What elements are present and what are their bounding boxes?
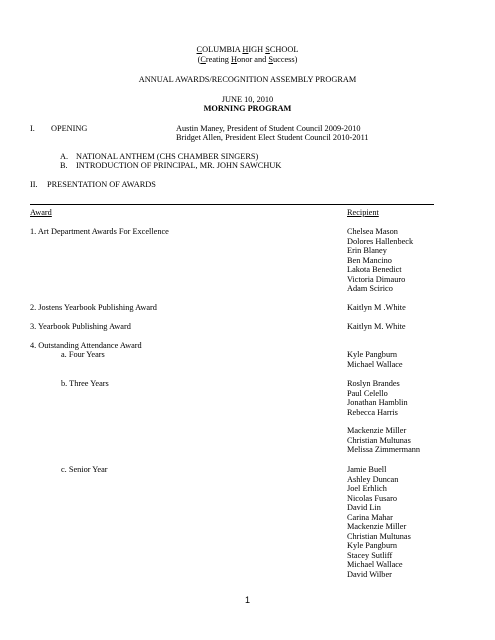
recipient-name: Christian Multunas [347, 531, 411, 541]
award-title: 3. Yearbook Publishing Award [30, 322, 131, 331]
opening-label: OPENING [51, 124, 88, 133]
recipient-name: Dolores Hallenbeck [347, 236, 414, 246]
opening-item-text: NATIONAL ANTHEM (CHS CHAMBER SINGERS) [76, 152, 259, 161]
recipient-name: Melissa Zimmermann [347, 445, 421, 454]
opening-numeral: I. [30, 124, 35, 133]
recipient-name: Kyle Pangburn [347, 541, 398, 550]
recipient-list [347, 426, 420, 455]
recipient-list [347, 465, 411, 579]
recipient-name: Paul Celello [347, 388, 388, 398]
program-title: ANNUAL AWARDS/RECOGNITION ASSEMBLY PROGRAM [138, 75, 357, 84]
award-subcategory: c. Senior Year [61, 465, 108, 474]
session-title: MORNING PROGRAM [203, 104, 292, 113]
recipient-name: Kaitlyn M. White [347, 322, 406, 331]
recipient-column-header: Recipient [347, 208, 379, 217]
opening-item-letter: A. [60, 152, 69, 161]
opening-item-letter: B. [60, 161, 68, 170]
recipient-name: David Wilber [347, 569, 392, 579]
school-name: COLUMBIA HIGH SCHOOL [196, 45, 299, 54]
recipient-list [347, 350, 403, 369]
recipient-name: Kaitlyn M .White [347, 303, 406, 312]
opening-speaker: Austin Maney, President of Student Council 2009-2010 [176, 124, 361, 133]
school-motto: (Creating Honor and Success) [197, 55, 298, 64]
recipient-name: Victoria Dimauro [347, 274, 406, 284]
recipient-name: Adam Scirico [347, 284, 393, 293]
recipient-name: Chelsea Mason [347, 227, 398, 236]
recipient-name: Kyle Pangburn [347, 350, 398, 359]
recipient-name: Roslyn Brandes [347, 379, 400, 388]
recipient-list [347, 379, 408, 417]
recipient-name: Jonathan Hamblin [347, 398, 408, 407]
opening-item-text: INTRODUCTION OF PRINCIPAL, MR. JOHN SAWCHUK [76, 161, 282, 170]
recipient-name: Stacey Sutliff [347, 550, 393, 560]
recipient-name: Lakota Benedict [347, 265, 402, 274]
award-title: 2. Jostens Yearbook Publishing Award [30, 303, 157, 312]
award-column-header: Award [30, 208, 52, 217]
recipient-name: Rebecca Harris [347, 407, 398, 417]
recipient-name: Erin Blaney [347, 246, 387, 255]
recipient-name: Michael Wallace [347, 560, 403, 569]
divider-rule [30, 204, 434, 205]
recipient-name: Carina Mahar [347, 512, 393, 522]
recipient-name: Joel Erhlich [347, 484, 387, 493]
page-number: 1 [244, 595, 250, 605]
recipient-name: David Lin [347, 503, 381, 512]
recipient-list [347, 227, 413, 294]
section-label: PRESENTATION OF AWARDS [47, 180, 156, 189]
award-title: 4. Outstanding Attendance Award [30, 341, 142, 350]
opening-speaker: Bridget Allen, President Elect Student Council 2010-2011 [176, 133, 369, 142]
recipient-name: Nicolas Fusaro [347, 493, 398, 503]
recipient-name: Michael Wallace [347, 359, 403, 369]
recipient-name: Ashley Duncan [347, 474, 399, 484]
award-title: 1. Art Department Awards For Excellence [30, 227, 169, 236]
recipient-name: Mackenzie Miller [347, 522, 407, 531]
recipient-name: Mackenzie Miller [347, 426, 407, 435]
recipient-name: Christian Multunas [347, 435, 411, 445]
program-date: JUNE 10, 2010 [221, 95, 274, 104]
recipient-name: Jamie Buell [347, 465, 387, 474]
section-numeral: II. [30, 180, 38, 189]
award-subcategory: a. Four Years [61, 350, 105, 359]
recipient-name: Ben Mancino [347, 255, 392, 265]
award-subcategory: b. Three Years [61, 379, 109, 388]
